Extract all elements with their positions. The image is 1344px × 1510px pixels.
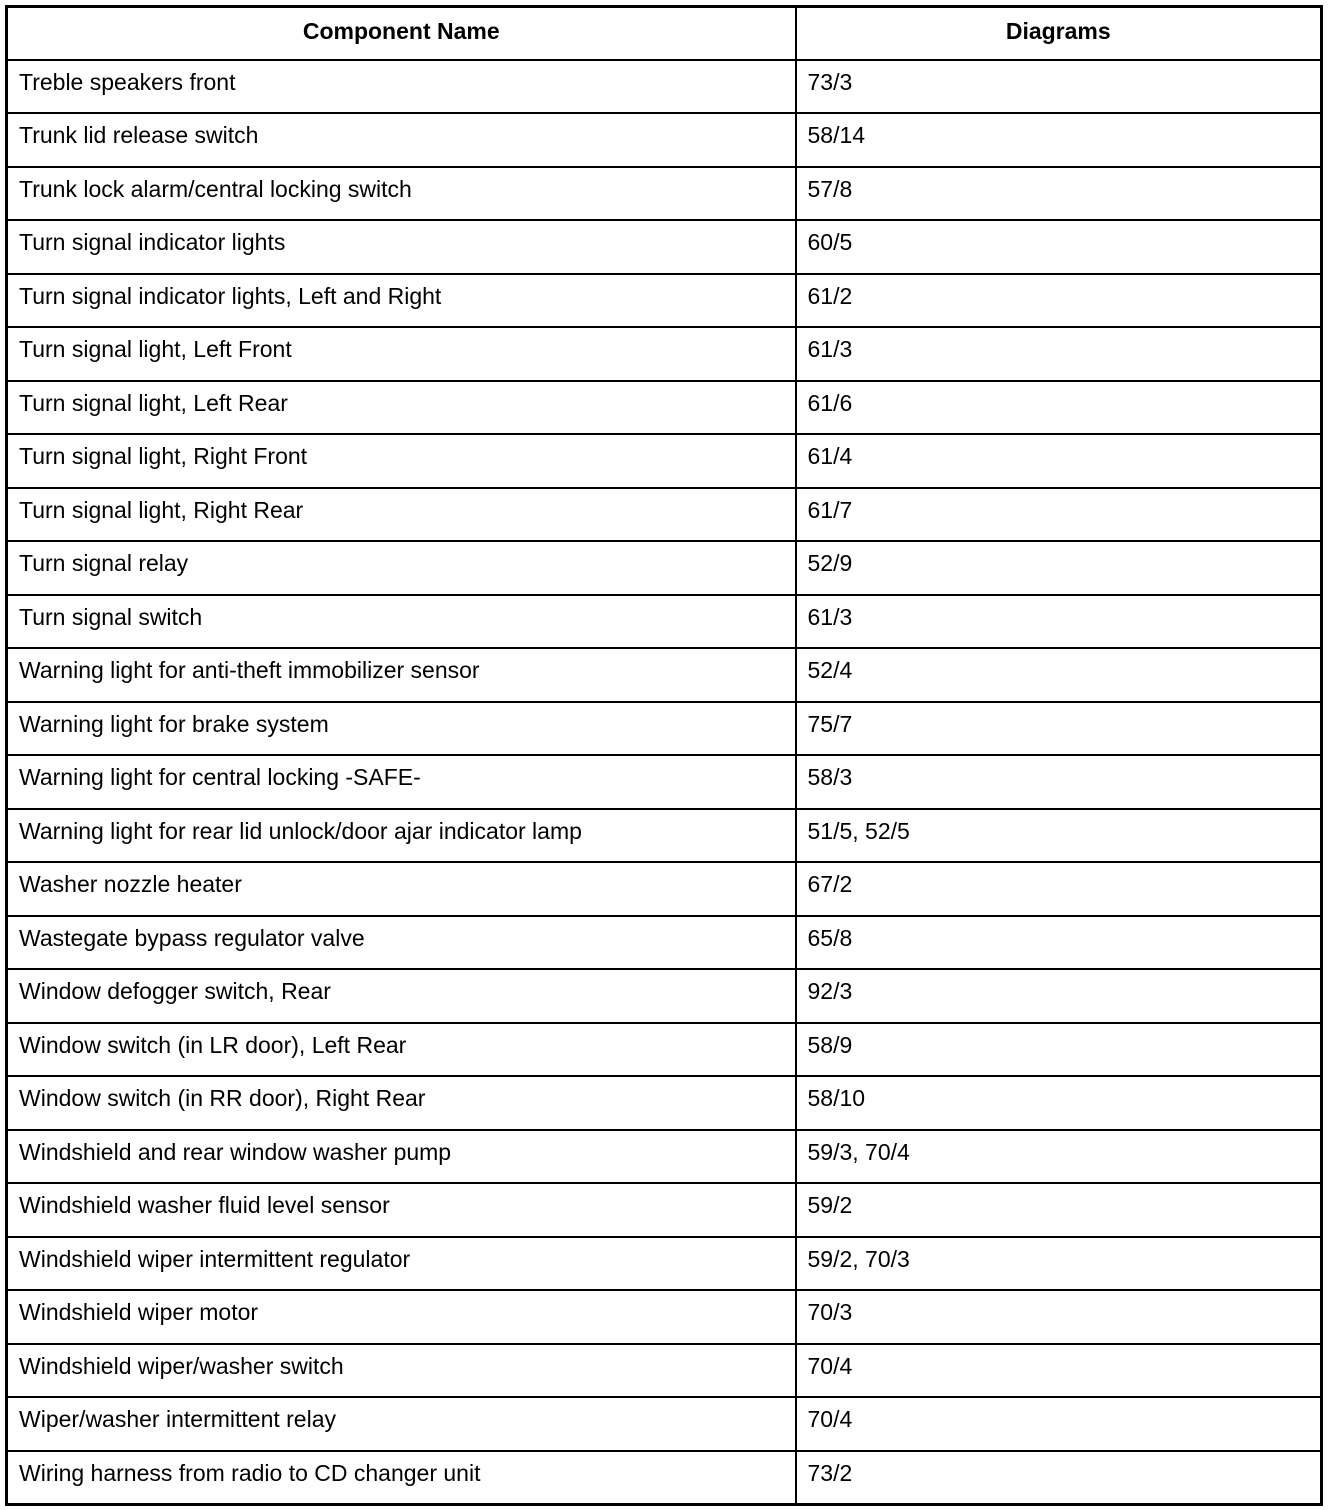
table-row bbox=[7, 1290, 1322, 1344]
table-row bbox=[7, 595, 1322, 649]
table-row bbox=[7, 327, 1322, 381]
component-name-cell: Treble speakers front bbox=[7, 60, 796, 114]
component-name-cell: Turn signal light, Right Rear bbox=[7, 488, 796, 542]
table-row bbox=[7, 862, 1322, 916]
component-name-cell: Turn signal indicator lights, Left and Right bbox=[7, 274, 796, 328]
header-diagrams: Diagrams bbox=[796, 7, 1322, 60]
component-name-cell: Windshield wiper intermittent regulator bbox=[7, 1237, 796, 1291]
component-name-cell: Turn signal light, Left Rear bbox=[7, 381, 796, 435]
diagrams-cell: 92/3 bbox=[796, 969, 1322, 1023]
diagrams-cell: 58/14 bbox=[796, 113, 1322, 167]
table-row bbox=[7, 648, 1322, 702]
table-row bbox=[7, 969, 1322, 1023]
component-name-cell: Wiring harness from radio to CD changer unit bbox=[7, 1451, 796, 1505]
component-name-cell: Turn signal light, Right Front bbox=[7, 434, 796, 488]
table-row bbox=[7, 541, 1322, 595]
diagrams-cell: 60/5 bbox=[796, 220, 1322, 274]
diagrams-cell: 52/4 bbox=[796, 648, 1322, 702]
diagrams-cell: 70/3 bbox=[796, 1290, 1322, 1344]
table-row bbox=[7, 167, 1322, 221]
table-row bbox=[7, 381, 1322, 435]
diagrams-cell: 51/5, 52/5 bbox=[796, 809, 1322, 863]
diagrams-cell: 52/9 bbox=[796, 541, 1322, 595]
component-name-cell: Warning light for brake system bbox=[7, 702, 796, 756]
diagrams-cell: 58/10 bbox=[796, 1076, 1322, 1130]
table-row bbox=[7, 702, 1322, 756]
table-body bbox=[7, 60, 1322, 1505]
table-row bbox=[7, 60, 1322, 114]
diagrams-cell: 73/3 bbox=[796, 60, 1322, 114]
diagrams-cell: 58/3 bbox=[796, 755, 1322, 809]
diagrams-cell: 57/8 bbox=[796, 167, 1322, 221]
diagrams-cell: 61/7 bbox=[796, 488, 1322, 542]
diagrams-cell: 61/3 bbox=[796, 327, 1322, 381]
table-row bbox=[7, 1183, 1322, 1237]
component-name-cell: Turn signal indicator lights bbox=[7, 220, 796, 274]
component-name-cell: Window switch (in RR door), Right Rear bbox=[7, 1076, 796, 1130]
diagrams-cell: 58/9 bbox=[796, 1023, 1322, 1077]
diagrams-cell: 61/6 bbox=[796, 381, 1322, 435]
table-row bbox=[7, 809, 1322, 863]
component-index-table bbox=[5, 5, 1323, 1506]
component-name-cell: Window switch (in LR door), Left Rear bbox=[7, 1023, 796, 1077]
table-row bbox=[7, 1130, 1322, 1184]
component-name-cell: Warning light for central locking -SAFE- bbox=[7, 755, 796, 809]
table-row bbox=[7, 916, 1322, 970]
component-name-cell: Turn signal light, Left Front bbox=[7, 327, 796, 381]
diagrams-cell: 59/2, 70/3 bbox=[796, 1237, 1322, 1291]
component-name-cell: Warning light for rear lid unlock/door ajar indicator lamp bbox=[7, 809, 796, 863]
component-name-cell: Washer nozzle heater bbox=[7, 862, 796, 916]
component-name-cell: Turn signal switch bbox=[7, 595, 796, 649]
table-row bbox=[7, 1237, 1322, 1291]
component-name-cell: Windshield wiper/washer switch bbox=[7, 1344, 796, 1398]
table-row bbox=[7, 113, 1322, 167]
table-row bbox=[7, 274, 1322, 328]
component-name-cell: Windshield and rear window washer pump bbox=[7, 1130, 796, 1184]
component-name-cell: Wastegate bypass regulator valve bbox=[7, 916, 796, 970]
table-header-row bbox=[7, 7, 1322, 60]
table-row bbox=[7, 755, 1322, 809]
table-row bbox=[7, 434, 1322, 488]
diagrams-cell: 65/8 bbox=[796, 916, 1322, 970]
diagrams-cell: 73/2 bbox=[796, 1451, 1322, 1505]
component-name-cell: Warning light for anti-theft immobilizer sensor bbox=[7, 648, 796, 702]
diagrams-cell: 70/4 bbox=[796, 1397, 1322, 1451]
table-row bbox=[7, 1344, 1322, 1398]
table-row bbox=[7, 1023, 1322, 1077]
diagrams-cell: 59/3, 70/4 bbox=[796, 1130, 1322, 1184]
diagrams-cell: 61/2 bbox=[796, 274, 1322, 328]
component-index-table-container bbox=[5, 5, 1323, 1504]
component-name-cell: Trunk lock alarm/central locking switch bbox=[7, 167, 796, 221]
diagrams-cell: 61/4 bbox=[796, 434, 1322, 488]
component-name-cell: Window defogger switch, Rear bbox=[7, 969, 796, 1023]
diagrams-cell: 61/3 bbox=[796, 595, 1322, 649]
component-name-cell: Trunk lid release switch bbox=[7, 113, 796, 167]
diagrams-cell: 70/4 bbox=[796, 1344, 1322, 1398]
table-row bbox=[7, 1397, 1322, 1451]
table-row bbox=[7, 220, 1322, 274]
table-row bbox=[7, 488, 1322, 542]
component-name-cell: Turn signal relay bbox=[7, 541, 796, 595]
diagrams-cell: 75/7 bbox=[796, 702, 1322, 756]
component-name-cell: Windshield washer fluid level sensor bbox=[7, 1183, 796, 1237]
component-name-cell: Windshield wiper motor bbox=[7, 1290, 796, 1344]
table-row bbox=[7, 1451, 1322, 1505]
component-name-cell: Wiper/washer intermittent relay bbox=[7, 1397, 796, 1451]
diagrams-cell: 59/2 bbox=[796, 1183, 1322, 1237]
diagrams-cell: 67/2 bbox=[796, 862, 1322, 916]
table-row bbox=[7, 1076, 1322, 1130]
header-component-name: Component Name bbox=[7, 7, 796, 60]
